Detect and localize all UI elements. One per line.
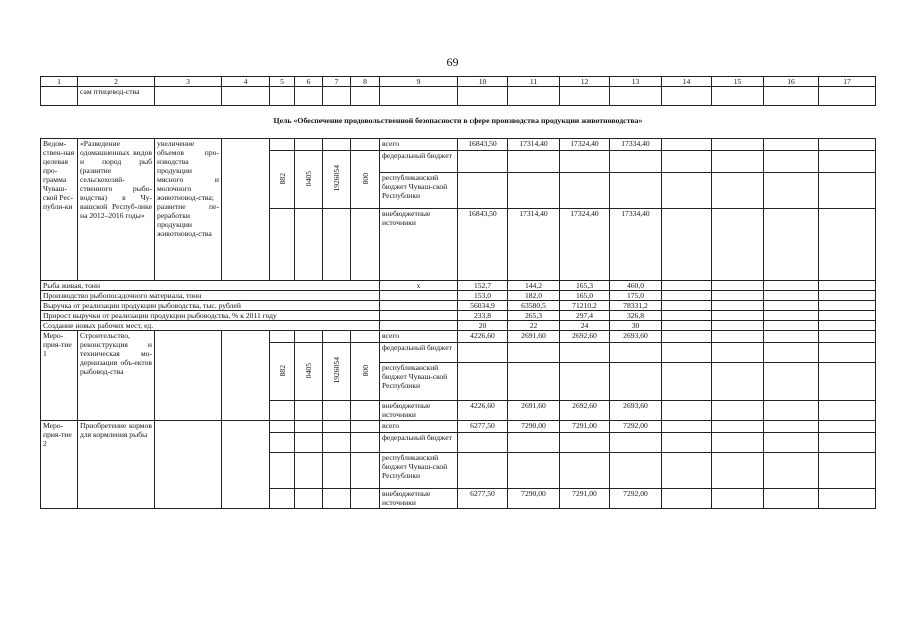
- event1-type: Меро-прия-тие 1: [41, 331, 78, 421]
- program-row-total: [41, 139, 876, 151]
- value-cell: 2691,60: [508, 331, 560, 343]
- source-label: внебюджетные источники: [380, 489, 458, 509]
- value-cell: 17314,40: [508, 209, 560, 281]
- code-target: 1926054: [332, 165, 341, 192]
- value-cell: 4226,60: [458, 331, 508, 343]
- header-row: [41, 77, 876, 87]
- header-cell: 5: [270, 77, 295, 87]
- header-cell: 3: [155, 77, 222, 87]
- header-cell: 13: [610, 77, 662, 87]
- indicator-unit: [380, 301, 458, 311]
- value-cell: 4226,60: [458, 401, 508, 421]
- event2-row-total: [41, 421, 876, 433]
- event1-name: Строительство, реконструкция и техническая мо-дернизация объ-ектов рыбовод-ства: [78, 331, 155, 421]
- value-cell: 153,0: [458, 291, 508, 301]
- value-cell: 63580,5: [508, 301, 560, 311]
- event1-row-total: [41, 331, 876, 343]
- goal-row: [41, 106, 876, 139]
- program-table: [40, 76, 876, 509]
- header-cell: 9: [380, 77, 458, 87]
- event2-type: Меро-прия-тие 2: [41, 421, 78, 509]
- value-cell: 24: [560, 321, 610, 331]
- value-cell: 144,2: [508, 281, 560, 291]
- indicator-label: Создание новых рабочих мест, ед.: [41, 321, 380, 331]
- page-number: 69: [446, 55, 459, 69]
- value-cell: 71210,2: [560, 301, 610, 311]
- value-cell: 6277,50: [458, 489, 508, 509]
- value-cell: 152,7: [458, 281, 508, 291]
- header-cell: 14: [662, 77, 712, 87]
- header-cell: 6: [295, 77, 323, 87]
- code-type: 800: [360, 364, 370, 377]
- source-label: федеральный бюджет: [380, 433, 458, 453]
- value-cell: 175,0: [610, 291, 662, 301]
- value-cell: 326,8: [610, 311, 662, 321]
- value-cell: 17314,40: [508, 139, 560, 151]
- header-cell: 8: [351, 77, 380, 87]
- value-cell: 2692,60: [560, 331, 610, 343]
- value-cell: 2691,60: [508, 401, 560, 421]
- code-section: 0405: [304, 362, 313, 379]
- header-cell: 17: [819, 77, 876, 87]
- source-label: республиканский бюджет Чуваш-ской Республики: [380, 173, 458, 209]
- value-cell: 7290,00: [508, 421, 560, 433]
- value-cell: 17334,40: [610, 209, 662, 281]
- code-gov: 882: [277, 364, 287, 377]
- value-cell: 56034,9: [458, 301, 508, 311]
- value-cell: 20: [458, 321, 508, 331]
- indicator-unit: [380, 291, 458, 301]
- value-cell: 17324,40: [560, 139, 610, 151]
- source-label: всего: [380, 421, 458, 433]
- header-cell: 15: [712, 77, 764, 87]
- value-cell: 182,0: [508, 291, 560, 301]
- indicator-row: [41, 321, 876, 331]
- event2-name: Приобретение кормов для кормления рыбы: [78, 421, 155, 509]
- value-cell: 22: [508, 321, 560, 331]
- value-cell: 16843,50: [458, 139, 508, 151]
- value-cell: 7291,00: [560, 421, 610, 433]
- header-cell: 2: [78, 77, 155, 87]
- indicator-label: Производство рыбопосадочного материала, тонн: [41, 291, 380, 301]
- indicator-row: [41, 291, 876, 301]
- value-cell: 7291,00: [560, 489, 610, 509]
- value-cell: 2693,60: [610, 331, 662, 343]
- value-cell: 6277,50: [458, 421, 508, 433]
- value-cell: 233,8: [458, 311, 508, 321]
- indicator-label: Прирост выручки от реализации продукции рыбоводства, % к 2011 году: [41, 311, 380, 321]
- source-label: всего: [380, 139, 458, 151]
- indicator-row: [41, 311, 876, 321]
- value-cell: 2693,60: [610, 401, 662, 421]
- header-cell: 16: [764, 77, 819, 87]
- source-label: внебюджетные источники: [380, 401, 458, 421]
- indicator-unit: [380, 311, 458, 321]
- header-cell: 12: [560, 77, 610, 87]
- code-section: 0405: [304, 170, 313, 187]
- continuation-row: [41, 87, 876, 106]
- value-cell: 7290,00: [508, 489, 560, 509]
- code-target: 1926054: [332, 357, 341, 384]
- value-cell: 17324,40: [560, 209, 610, 281]
- goal-heading: Цель «Обеспечение продовольственной безопасности в сфере производства продукции животноводства»: [41, 106, 876, 139]
- value-cell: 7292,00: [610, 489, 662, 509]
- indicator-unit: х: [380, 281, 458, 291]
- source-label: всего: [380, 331, 458, 343]
- value-cell: 30: [610, 321, 662, 331]
- value-cell: 165,0: [560, 291, 610, 301]
- header-cell: 10: [458, 77, 508, 87]
- indicator-row: [41, 301, 876, 311]
- value-cell: 165,3: [560, 281, 610, 291]
- program-name: «Разведение одомашненных видов и пород рыб (развитие сельскохозяй-ственного рыбо-водства) в Чу-вашской Респуб-лике на 2012–2016 годы»: [78, 139, 155, 281]
- source-label: федеральный бюджет: [380, 343, 458, 363]
- header-cell: 7: [323, 77, 351, 87]
- value-cell: 265,3: [508, 311, 560, 321]
- value-cell: 17334,40: [610, 139, 662, 151]
- value-cell: 2692,60: [560, 401, 610, 421]
- value-cell: 460,0: [610, 281, 662, 291]
- indicator-label: Рыба живая, тонн: [41, 281, 380, 291]
- header-cell: 4: [222, 77, 270, 87]
- program-type: Ведом-ствен-ная целевая про-грамма Чуваш-ской Рес-публи-ки: [41, 139, 78, 281]
- source-label: федеральный бюджет: [380, 151, 458, 173]
- source-label: внебюджетные источники: [380, 209, 458, 281]
- header-cell: 11: [508, 77, 560, 87]
- value-cell: 78331,2: [610, 301, 662, 311]
- value-cell: 297,4: [560, 311, 610, 321]
- indicator-unit: [380, 321, 458, 331]
- program-goal: увеличение объемов про-изводства продукции мясного и молочного животновод-ства; развитие пе-реработки продукции животновод-ства: [155, 139, 222, 281]
- indicator-row: [41, 281, 876, 291]
- source-label: республиканский бюджет Чуваш-ской Республики: [380, 363, 458, 401]
- source-label: республиканский бюджет Чуваш-ской Республики: [380, 453, 458, 489]
- header-cell: 1: [41, 77, 78, 87]
- continuation-text: сам птицевод-ства: [78, 87, 155, 106]
- code-gov: 882: [277, 172, 287, 185]
- code-type: 800: [360, 172, 370, 185]
- value-cell: 16843,50: [458, 209, 508, 281]
- value-cell: 7292,00: [610, 421, 662, 433]
- indicator-label: Выручка от реализации продукции рыбоводства, тыс. рублей: [41, 301, 380, 311]
